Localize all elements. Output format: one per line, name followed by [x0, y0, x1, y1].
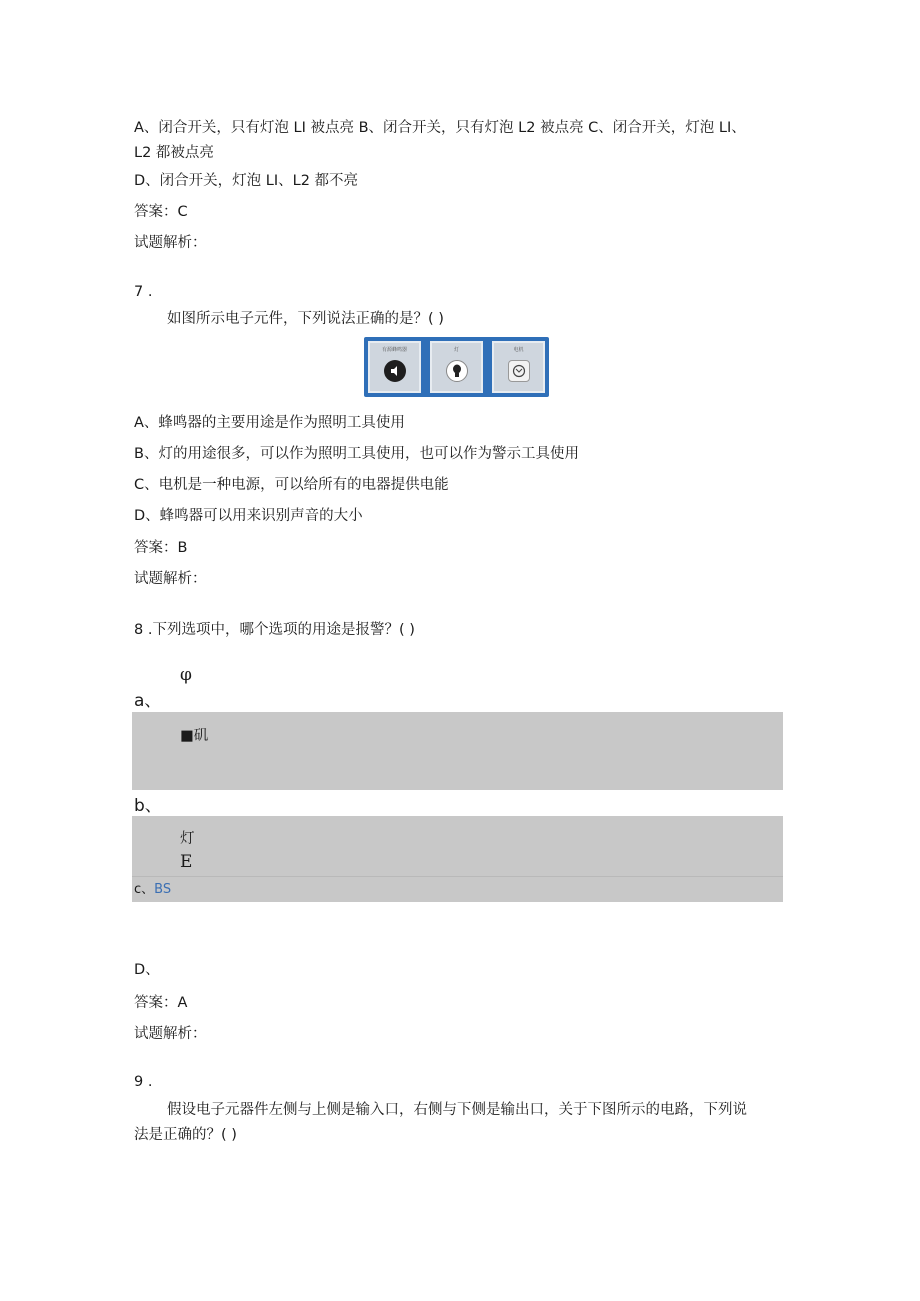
q8-option-c-line — [134, 879, 171, 901]
buzzer-component — [368, 341, 421, 393]
motor-icon — [508, 360, 530, 382]
q8-option-b-panel — [132, 816, 783, 902]
q8-phi-symbol: φ — [180, 665, 192, 685]
q7-number: 7 . — [134, 284, 153, 300]
q7-answer: 答案：B — [134, 540, 188, 556]
q8-option-a-text: ■矶 — [180, 728, 209, 744]
q8-option-b-label: b、 — [134, 796, 162, 816]
q8-panel-divider — [132, 876, 783, 877]
q8-stem: 8 .下列选项中，哪个选项的用途是报警？( ) — [134, 622, 415, 638]
q9-number: 9 . — [134, 1074, 153, 1090]
buzzer-label: 有源蜂鸣器 — [381, 347, 407, 353]
q6-options-line1: A、闭合开关，只有灯泡 LI 被点亮 B、闭合开关，只有灯泡 L2 被点亮 C、闭合开关，灯泡 LI、 — [134, 120, 746, 136]
q8-option-b-text1: 灯 — [180, 831, 195, 847]
q6-option-d: D、闭合开关，灯泡 LI、L2 都不亮 — [134, 173, 359, 189]
q8-option-c-prefix: c、 — [134, 882, 155, 897]
motor-label: 电机 — [513, 347, 524, 353]
q7-option-c: C、电机是一种电源，可以给所有的电器提供电能 — [134, 477, 449, 493]
q8-option-a-panel — [132, 712, 783, 790]
q6-options-line2: L2 都被点亮 — [134, 145, 214, 161]
q7-stem: 如图所示电子元件，下列说法正确的是？( ) — [167, 311, 444, 327]
bulb-icon — [446, 360, 468, 382]
q8-option-b-text2: E — [180, 852, 193, 872]
q7-option-b: B、灯的用途很多，可以作为照明工具使用，也可以作为警示工具使用 — [134, 446, 579, 462]
component-image-strip — [364, 337, 549, 397]
q9-stem-line1: 假设电子元器件左侧与上侧是输入口，右侧与下侧是输出口，关于下图所示的电路，下列说 — [167, 1102, 747, 1118]
q8-option-a-label: a、 — [134, 691, 162, 711]
q7-analysis: 试题解析： — [134, 571, 207, 587]
q8-option-c-text: BS — [154, 882, 172, 897]
q8-analysis: 试题解析： — [134, 1026, 207, 1042]
q9-stem-line2: 法是正确的？( ) — [134, 1127, 237, 1143]
q7-option-a: A、蜂鸣器的主要用途是作为照明工具使用 — [134, 415, 405, 431]
q7-option-d: D、蜂鸣器可以用来识别声音的大小 — [134, 508, 363, 524]
q8-answer: 答案：A — [134, 995, 188, 1011]
motor-component — [492, 341, 545, 393]
speaker-icon — [384, 360, 406, 382]
lamp-label: 灯 — [453, 347, 459, 353]
q8-option-d-label: D、 — [134, 962, 160, 978]
q6-answer: 答案：C — [134, 204, 188, 220]
q6-analysis: 试题解析： — [134, 235, 207, 251]
lamp-component — [430, 341, 483, 393]
